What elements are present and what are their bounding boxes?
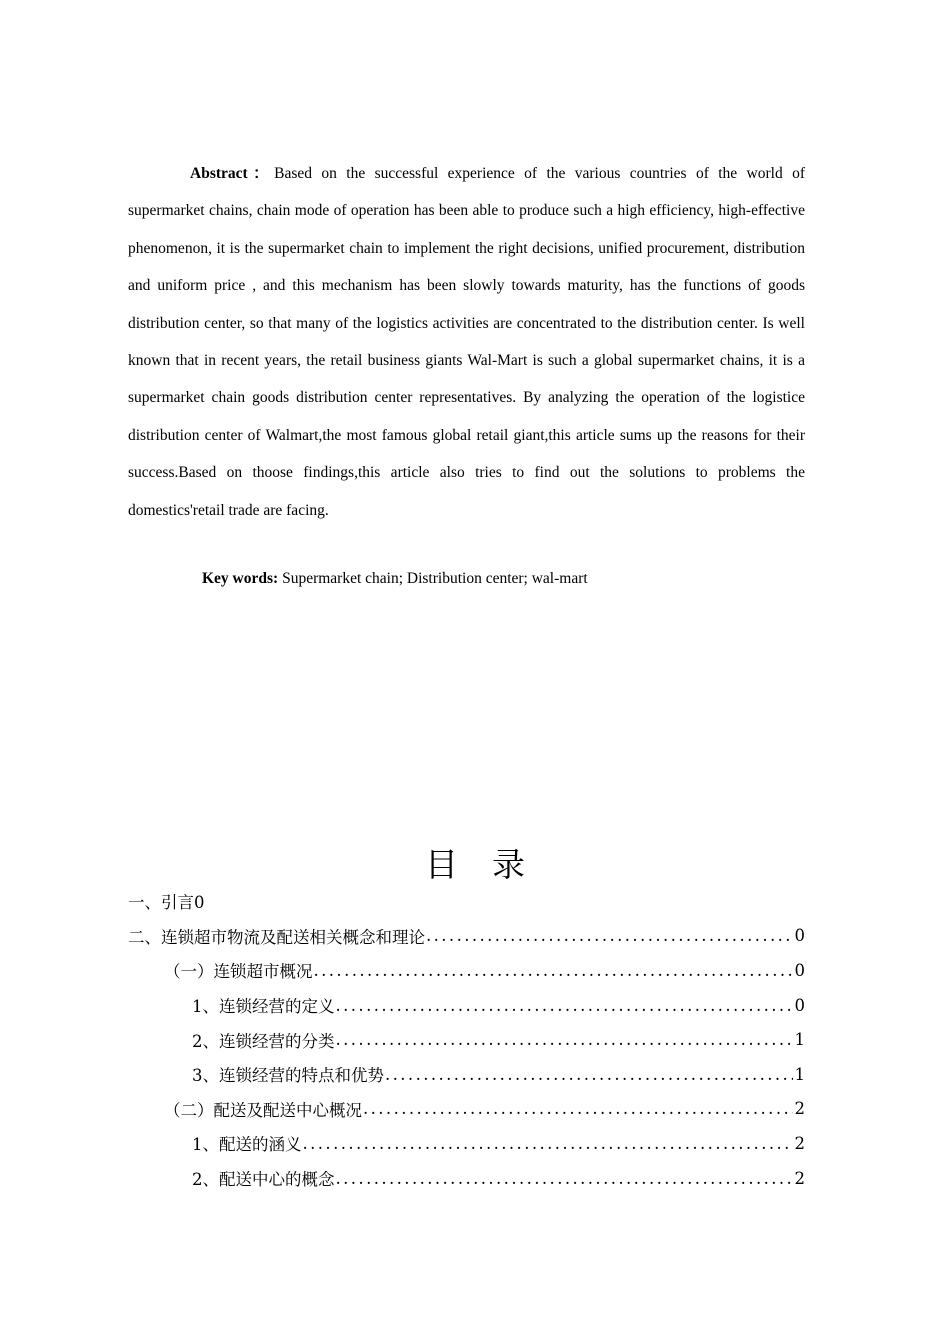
toc-entry-text: 3、连锁经营的特点和优势 [192, 1066, 384, 1086]
toc-entry-introduction[interactable] [128, 884, 805, 919]
toc-entry-text: 1、连锁经营的定义 [192, 997, 335, 1017]
toc-page-number: 2 [794, 1133, 805, 1153]
toc-leader-dots [303, 1134, 793, 1153]
toc-entry-text: 二、连锁超市物流及配送相关概念和理论 [128, 927, 425, 947]
toc-leader-dots [363, 1099, 793, 1118]
toc-leader-dots [336, 1030, 793, 1049]
toc-entry-chain-overview[interactable] [128, 953, 805, 988]
abstract-paragraph [128, 155, 805, 529]
toc-page-number: 0 [794, 960, 805, 980]
toc-entry-text: 1、配送的涵义 [192, 1135, 302, 1155]
table-of-contents [128, 884, 805, 1195]
toc-entry-text: 2、配送中心的概念 [192, 1170, 335, 1190]
toc-leader-dots [385, 1065, 793, 1084]
toc-entry-chain-features[interactable] [128, 1057, 805, 1092]
toc-entry-text: 一、引言0 [128, 893, 205, 913]
toc-page-number: 0 [794, 995, 805, 1015]
toc-entry-text: （二）配送及配送中心概况 [164, 1100, 362, 1120]
toc-page-number: 0 [794, 926, 805, 946]
toc-leader-dots [336, 1169, 793, 1188]
toc-entry-distribution-overview[interactable] [128, 1092, 805, 1127]
toc-leader-dots [426, 926, 793, 945]
toc-leader-dots [336, 996, 793, 1015]
toc-page-number: 2 [794, 1168, 805, 1188]
toc-page-number: 1 [794, 1064, 805, 1084]
keywords-value: Supermarket chain; Distribution center; wal-mart [282, 570, 588, 587]
toc-page-number: 2 [794, 1099, 805, 1119]
abstract-label: Abstract： [190, 165, 275, 182]
toc-page-number: 1 [794, 1030, 805, 1050]
keywords-line [202, 560, 588, 597]
toc-entry-chain-definition[interactable] [128, 988, 805, 1023]
toc-entry-distribution-meaning[interactable] [128, 1126, 805, 1161]
abstract-body: Based on the successful experience of the various countries of the world of supermarket chains, chain mode of operation has been able to produce such a high efficiency, high-effective phenomenon, it is the supermarket chain to implement the right decisions, unified procurement, distribution and uniform price , and this mechanism has been slowly towards maturity, has the functions of goods distribution center, so that many of the logistics activities are concentrated to the distribution center. Is well known that in recent years, the retail business giants Wal-Mart is such a global supermarket chains, it is a supermarket chain goods distribution center representatives. By analyzing the operation of the logistice distribution center of Walmart,the most famous global retail giant,this article sums up the reasons for their success.Based on thoose findings,this article also tries to find out the solutions to problems the domestics'retail trade are facing. [128, 165, 805, 519]
toc-entry-chain-logistics-concepts[interactable] [128, 919, 805, 954]
toc-leader-dots [314, 961, 793, 980]
toc-entry-chain-classification[interactable] [128, 1022, 805, 1057]
toc-entry-text: 2、连锁经营的分类 [192, 1031, 335, 1051]
toc-entry-text: （一）连锁超市概况 [164, 962, 313, 982]
toc-entry-distribution-center-concept[interactable] [128, 1161, 805, 1196]
keywords-label: Key words: [202, 570, 279, 587]
toc-title: 目录 [425, 845, 559, 884]
